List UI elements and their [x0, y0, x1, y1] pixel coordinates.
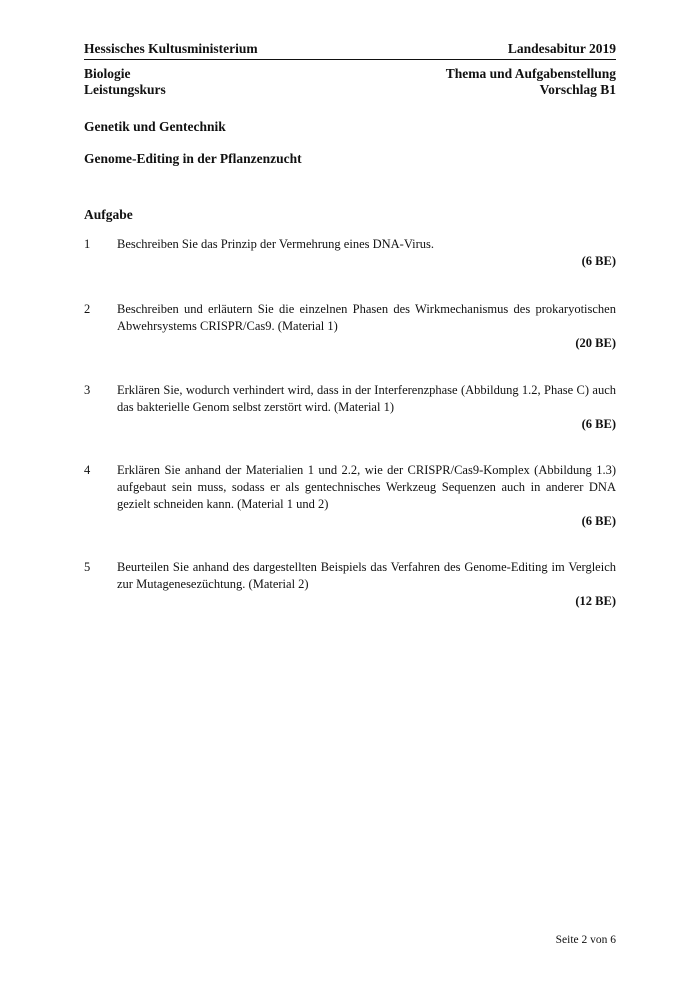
- task-text: Beschreiben und erläutern Sie die einzelnen Phasen des Wirkmechanismus des prokaryotischen Abwehrsystems CRISPR/Cas9. (Material 1): [117, 302, 616, 333]
- ministry-title: Hessisches Kultusministerium: [84, 41, 258, 56]
- header-doc-info: [446, 66, 616, 98]
- doc-type-label: Thema und Aufgabenstellung: [445, 66, 616, 81]
- task-text: Beurteilen Sie anhand des dargestellten Beispiels das Verfahren des Genome-Editing im Vergleich zur Mutagenesezüchtung. (Material 2): [117, 560, 616, 591]
- task-item-1: [84, 236, 616, 270]
- task-points: (12 BE): [575, 594, 616, 608]
- proposal-label: Vorschlag B1: [539, 82, 616, 97]
- task-item-3: [84, 382, 616, 433]
- task-text: Erklären Sie anhand der Materialien 1 und 2.2, wie der CRISPR/Cas9-Komplex (Abbildung 1.3) aufgebaut sein muss, sodass er als gentechnisches Werkzeug Sequenzen auch in anderer DNA gezielt schneiden kann. (Material 1 und 2): [117, 463, 616, 511]
- task-number: 3: [84, 383, 91, 397]
- header-divider: [84, 59, 616, 60]
- header-info-block: [84, 66, 616, 98]
- header-top-row: [84, 41, 616, 57]
- exam-year-title: Landesabitur 2019: [507, 41, 616, 56]
- task-item-4: [84, 462, 616, 530]
- task-points: (6 BE): [581, 254, 616, 268]
- task-text: Beschreiben Sie das Prinzip der Vermehrung eines DNA-Virus.: [117, 237, 434, 251]
- page-number: Seite 2 von 6: [555, 934, 616, 946]
- topic-sub: Genome-Editing in der Pflanzenzucht: [84, 151, 302, 166]
- topic-main: Genetik und Gentechnik: [84, 119, 226, 134]
- subject-label: Biologie: [84, 66, 131, 81]
- task-number: 5: [84, 560, 91, 574]
- task-number: 2: [84, 302, 91, 316]
- course-label: Leistungskurs: [84, 82, 166, 97]
- task-number: 4: [84, 463, 91, 477]
- header-course-info: [84, 66, 166, 98]
- task-item-5: [84, 559, 616, 610]
- task-points: (6 BE): [581, 514, 616, 528]
- task-number: 1: [84, 237, 91, 251]
- task-text: Erklären Sie, wodurch verhindert wird, dass in der Interferenzphase (Abbildung 1.2, Phase C) auch das bakterielle Genom selbst zerstört wird. (Material 1): [117, 383, 616, 414]
- task-points: (20 BE): [575, 336, 616, 350]
- task-item-2: [84, 301, 616, 352]
- task-points: (6 BE): [581, 417, 616, 431]
- section-heading: Aufgabe: [84, 207, 133, 222]
